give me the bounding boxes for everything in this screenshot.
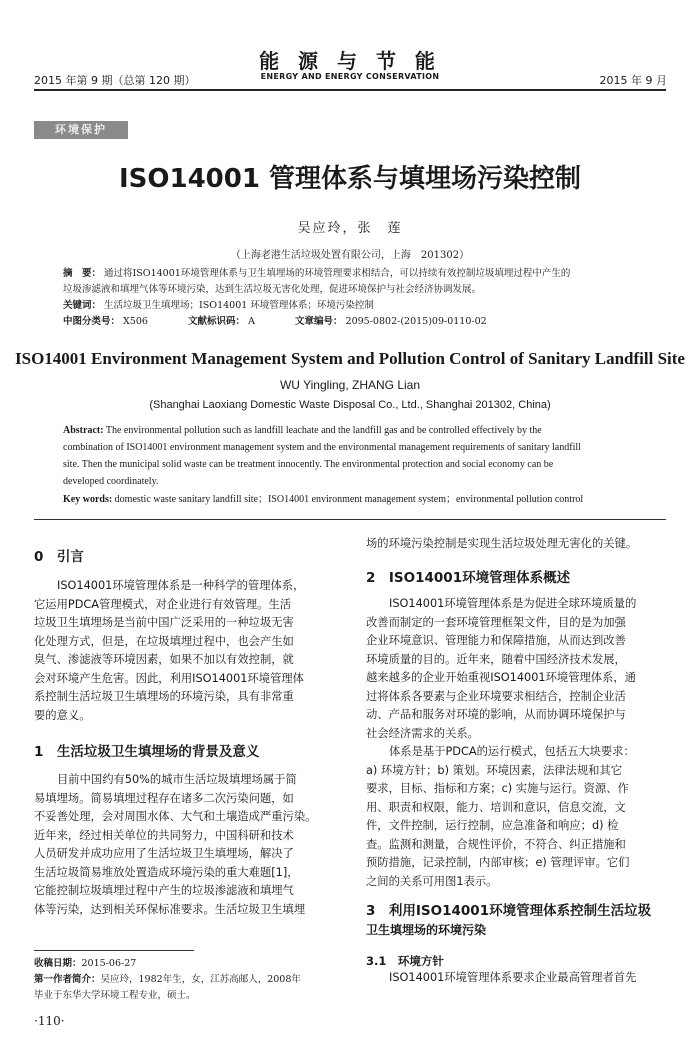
section-3-1-heading: 3.1 环境方针 — [366, 954, 444, 968]
author-bio-label: 第一作者简介： — [34, 974, 101, 985]
affiliation-en: (Shanghai Laoxiang Domestic Waste Disposal Co., Ltd., Shanghai 201302, China) — [149, 399, 551, 411]
paragraph-line: 不妥善处理，会对周围水体、大气和土壤造成严重污染。 — [34, 810, 317, 823]
section-3-heading-line: 卫生填埋场的环境污染 — [366, 923, 487, 937]
header-divider — [34, 89, 666, 91]
keywords-en-label: Key words: — [63, 494, 113, 505]
abstract-en-label: Abstract: — [63, 425, 104, 436]
paragraph-line: 体系是基于PDCA的运行模式，包括五大块要求： — [389, 745, 635, 758]
paragraph-line: 改善而制定的一套环境管理框架文件，目的是为加强 — [366, 615, 626, 629]
paragraph-line: 之间的关系可用图1表示。 — [366, 874, 498, 888]
column-tag: 环境保护 — [34, 121, 128, 139]
keywords-cn: 生活垃圾卫生填埋场；ISO14001 环境管理体系；环境污染控制 — [104, 300, 374, 311]
paragraph-line: 生活垃圾简易堆放处置造成环境污染的重大难题[1]， — [34, 865, 299, 879]
paragraph-line: 体等污染，达到相关环保标准要求。生活垃圾卫生填埋 — [34, 902, 306, 916]
paragraph-line: 它运用PDCA管理模式，对企业进行有效管理。生活 — [34, 597, 292, 611]
footnote-divider — [34, 950, 194, 951]
author-bio: 毕业于东华大学环境工程专业，硕士。 — [34, 990, 196, 1001]
abstract-en-line: site. Then the municipal solid waste can be treatment innocently. The environmental protection and social economy can be — [63, 459, 554, 470]
paragraph-line: 过将体系各要素与企业环境要求相结合，控制企业活 — [366, 689, 626, 703]
paragraph-line: 环境质量的目的。近年来，随着中国经济技术发展， — [366, 652, 626, 666]
received-date: 2015-06-27 — [81, 958, 137, 969]
keywords-en — [63, 490, 655, 505]
abstract-en-line: The environmental pollution such as landfill leachate and the landfill gas and be controlled effectively by the — [105, 425, 542, 436]
authors-en: WU Yingling, ZHANG Lian — [279, 378, 421, 392]
authors-cn: 吴应玲，张 莲 — [297, 221, 403, 236]
article-no-label: 文章编号： — [295, 316, 343, 327]
doc-code-value: A — [248, 316, 255, 327]
author-bio: 吴应玲，1982年生，女，江苏高邮人，2008年 — [100, 974, 301, 985]
doc-code-label: 文献标识码： — [188, 316, 246, 327]
section-0-heading: 0 引言 — [34, 549, 84, 565]
issue-info: 2015 年第 9 期（总第 120 期） — [34, 74, 196, 87]
section-2-heading: 2 ISO14001环境管理体系概述 — [366, 570, 571, 586]
article-no-value: 2095-0802-(2015)09-0110-02 — [345, 316, 487, 327]
classification-line — [63, 314, 653, 330]
paragraph-line: 场的环境污染控制是实现生活垃圾处理无害化的关键。 — [366, 537, 638, 550]
paragraph-line: 它能控制垃圾填埋过程中产生的垃圾渗滤液和填埋气 — [34, 884, 294, 897]
page-number: ·110· — [34, 1014, 65, 1028]
abstract-en-line: developed coordinately. — [63, 476, 159, 487]
paragraph-line: a) 环境方针；b) 策划。环境因素，法律法规和其它 — [366, 763, 623, 777]
paragraph-line: 近年来，经过相关单位的共同努力，中国科研和技术 — [34, 828, 294, 842]
paragraph-line: 越来越多的企业开始重视ISO14001环境管理体系，通 — [366, 671, 636, 684]
journal-masthead — [0, 50, 700, 82]
section-2-body — [366, 595, 668, 891]
footnote — [34, 956, 334, 1004]
abstract-cn — [63, 266, 653, 330]
section-3-1-body — [366, 969, 668, 988]
issue-date: 2015 年 9 月 — [599, 74, 667, 87]
paragraph-line: 社会经济需求的关系。 — [366, 726, 479, 740]
article-title-en: ISO14001 Environment Management System and Pollution Control of Sanitary Landfill Site — [15, 349, 685, 368]
paragraph-line: 件，文件控制，运行控制，应急准备和响应；d) 检 — [366, 819, 619, 832]
keywords-cn-label: 关键词： — [63, 300, 102, 311]
paragraph-line: 人员研发并成功应用了生活垃圾卫生填埋场，解决了 — [34, 847, 294, 860]
clc-label: 中图分类号： — [63, 316, 121, 327]
abstract-en-line: combination of ISO14001 environment management system and the environmental management requirements of sanitary landfill — [63, 442, 581, 453]
paragraph-line: 目前中国约有50%的城市生活垃圾填埋场属于简 — [57, 773, 297, 786]
journal-title-cn: 能 源 与 节 能 — [259, 49, 441, 73]
paragraph-line: 要的意义。 — [34, 708, 91, 722]
abstract-cn-label: 摘 要： — [63, 268, 102, 279]
keywords-en-text: domestic waste sanitary landfill site；ISO14001 environment management system；environmental pollution control — [114, 494, 584, 505]
paragraph-line: 化处理方式，但是，在垃圾填埋过程中，也会产生如 — [34, 634, 294, 648]
section-1-body — [34, 771, 336, 919]
paragraph-line: ISO14001环境管理体系是为促进全球环境质量的 — [389, 597, 637, 610]
abstract-divider — [34, 519, 666, 520]
received-label: 收稿日期： — [34, 958, 82, 969]
section-3-heading-line: 3 利用ISO14001环境管理体系控制生活垃圾 — [366, 903, 652, 919]
paragraph-line: ISO14001环境管理体系是一种科学的管理体系， — [57, 579, 305, 592]
article-title-cn: ISO14001 管理体系与填埋场污染控制 — [118, 164, 581, 194]
section-0-body — [34, 577, 336, 725]
journal-title-en: ENERGY AND ENERGY CONSERVATION — [260, 72, 440, 81]
paragraph-line: 查。监测和测量，合规性评价，不符合、纠正措施和 — [366, 837, 626, 851]
paragraph-line: 系控制生活垃圾卫生填埋场的环境污染，具有非常重 — [34, 690, 294, 703]
paragraph-line: 要求，目标、指标和方案；c) 实施与运行。资源、作 — [366, 782, 629, 795]
section-1-heading: 1 生活垃圾卫生填埋场的背景及意义 — [34, 744, 260, 760]
section-3-heading — [366, 902, 651, 940]
paragraph-line: 预防措施，记录控制，内部审核；e) 管理评审。它们 — [366, 856, 630, 869]
paragraph-line: 企业环境意识、管理能力和保障措施，从而达到改善 — [366, 634, 626, 647]
abstract-cn-line: 通过将ISO14001环境管理体系与卫生填埋场的环境管理要求相结合，可以持续有效控制垃圾填埋过程中产生的 — [104, 268, 571, 279]
abstract-en — [63, 422, 655, 490]
paragraph-line: 臭气、渗滤液等环境因素，如果不加以有效控制，就 — [34, 653, 294, 666]
continuation-line — [366, 535, 668, 554]
paragraph-line: 易填埋场。简易填埋过程存在诸多二次污染问题，如 — [34, 791, 294, 805]
paragraph-line: 动、产品和服务对环境的影响，从而协调环境保护与 — [366, 708, 626, 721]
paragraph-line: 用、职责和权限，能力、培训和意识，信息交流，文 — [366, 800, 626, 814]
abstract-cn-line: 垃圾渗滤液和填埋气体等环境污染，达到生活垃圾无害化处理，促进环境保护与社会经济协调发展。 — [63, 284, 482, 295]
paragraph-line: 会对环境产生危害。因此，利用ISO14001环境管理体 — [34, 671, 304, 685]
affiliation-cn: （上海老港生活垃圾处置有限公司，上海 201302） — [230, 250, 470, 261]
paragraph-line: 垃圾卫生填埋场是当前中国广泛采用的一种垃圾无害 — [34, 616, 294, 629]
clc-value: X506 — [123, 316, 148, 327]
paragraph-line: ISO14001环境管理体系要求企业最高管理者首先 — [389, 971, 637, 984]
